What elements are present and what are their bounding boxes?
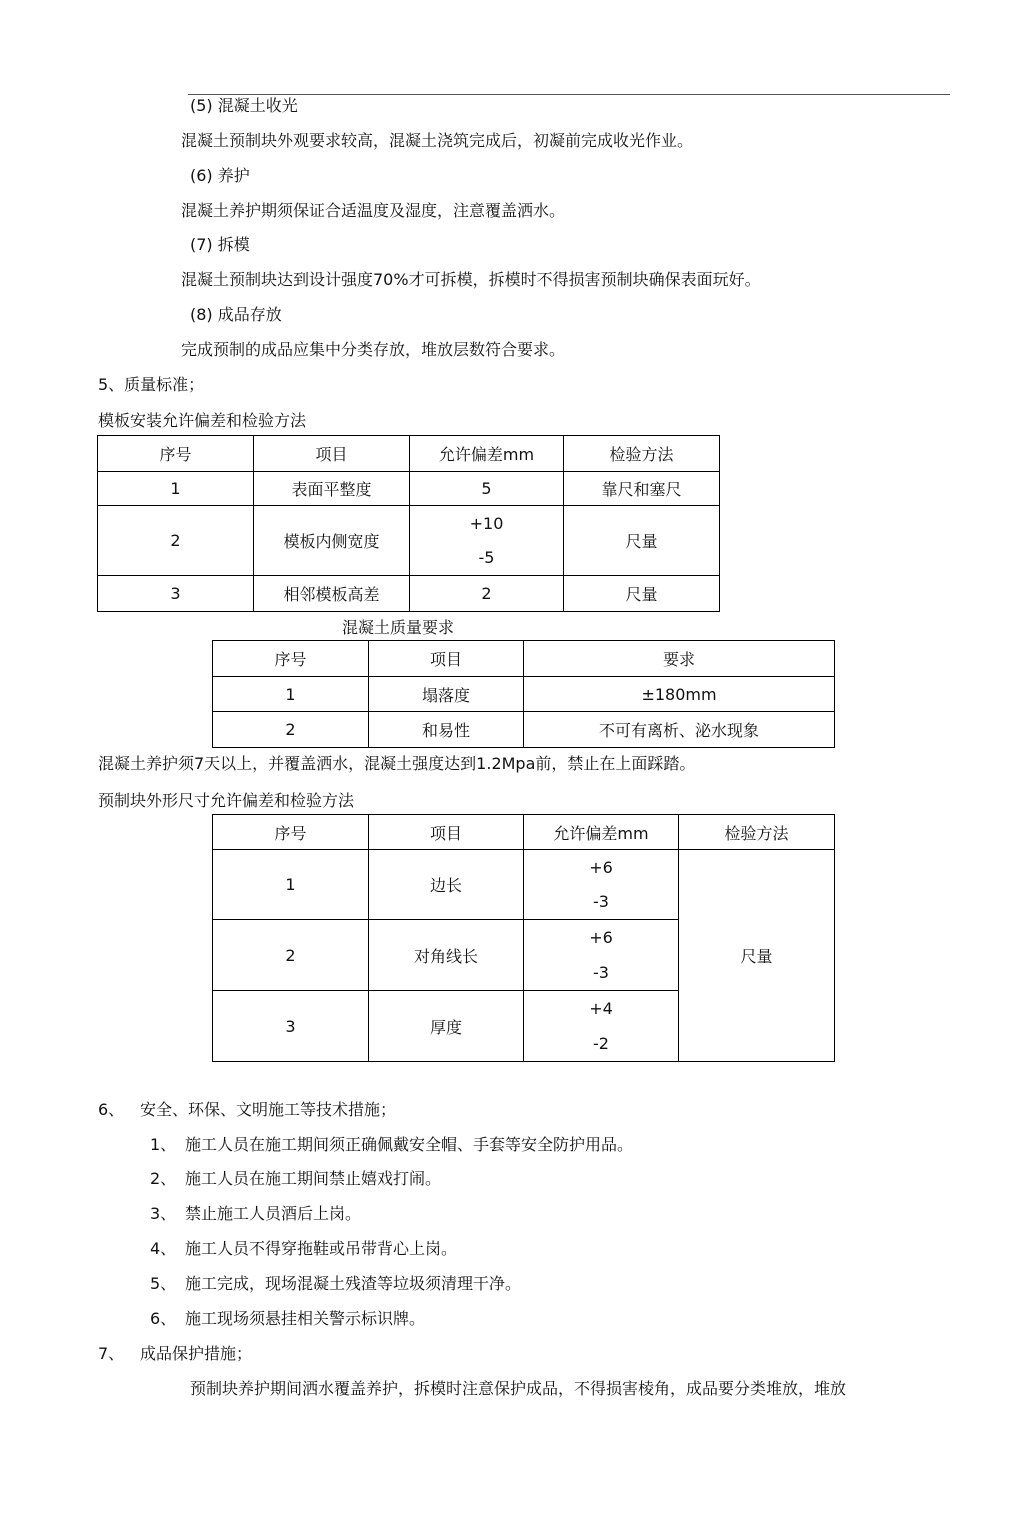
row-tolerance	[524, 920, 679, 991]
subsection-7-body: 混凝土预制块达到设计强度70%才可拆模，拆模时不得损害预制块确保表面玩好。	[181, 270, 761, 289]
list-item: 施工现场须悬挂相关警示标识牌。	[185, 1309, 426, 1328]
row-number: 1	[98, 472, 254, 506]
table-row	[98, 506, 720, 576]
table-row	[213, 850, 835, 920]
list-item: 禁止施工人员酒后上岗。	[185, 1204, 362, 1223]
protection-heading: 成品保护措施；	[140, 1344, 253, 1363]
row-number: 3	[98, 576, 254, 612]
curing-note: 混凝土养护须7天以上，并覆盖洒水，混凝土强度达到1.2Mpa前，禁止在上面踩踏。	[98, 754, 696, 773]
table-header-cell: 序号	[213, 815, 369, 850]
subsection-6-body: 混凝土养护期须保证合适温度及湿度，注意覆盖洒水。	[181, 201, 566, 220]
table-header-cell: 项目	[369, 641, 524, 677]
table-header-row	[98, 436, 720, 472]
protection-body: 预制块养护期间洒水覆盖养护，拆模时注意保护成品，不得损害棱角，成品要分类堆放，堆放	[190, 1379, 847, 1398]
subsection-6-title: (6) 养护	[190, 166, 250, 185]
row-tolerance	[410, 506, 564, 576]
table-header-cell: 序号	[98, 436, 254, 472]
row-tolerance	[524, 991, 679, 1062]
table-header-cell: 检验方法	[564, 436, 720, 472]
table-header-row	[213, 815, 835, 850]
tolerance-upper: +6	[589, 928, 613, 947]
list-item-number: 5、	[150, 1274, 177, 1293]
list-item: 施工人员在施工期间禁止嬉戏打闹。	[185, 1169, 442, 1188]
subsection-8-body: 完成预制的成品应集中分类存放，堆放层数符合要求。	[181, 340, 566, 359]
table2-caption: 混凝土质量要求	[342, 618, 455, 637]
table-header-cell: 项目	[369, 815, 524, 850]
list-item-number: 6、	[150, 1309, 177, 1328]
row-item: 模板内侧宽度	[254, 506, 410, 576]
table-row	[98, 576, 720, 612]
subsection-5-title: (5) 混凝土收光	[190, 96, 298, 115]
table-row	[98, 472, 720, 506]
row-tolerance: 5	[410, 472, 564, 506]
row-number: 2	[98, 506, 254, 576]
row-method: 靠尺和塞尺	[564, 472, 720, 506]
row-item: 表面平整度	[254, 472, 410, 506]
row-method: 尺量	[564, 576, 720, 612]
tolerance-upper: +4	[589, 999, 613, 1018]
table-row	[213, 712, 835, 748]
subsection-5-body: 混凝土预制块外观要求较高，混凝土浇筑完成后，初凝前完成收光作业。	[181, 131, 694, 150]
list-item: 施工完成，现场混凝土残渣等垃圾须清理干净。	[185, 1274, 522, 1293]
row-method: 尺量	[564, 506, 720, 576]
list-item: 施工人员在施工期间须正确佩戴安全帽、手套等安全防护用品。	[185, 1135, 634, 1154]
row-item: 边长	[369, 850, 524, 920]
row-item: 相邻模板高差	[254, 576, 410, 612]
subsection-8-title: (8) 成品存放	[190, 305, 282, 324]
table3-caption: 预制块外形尺寸允许偏差和检验方法	[98, 791, 355, 810]
row-tolerance: 2	[410, 576, 564, 612]
table-header-cell: 项目	[254, 436, 410, 472]
table-header-cell: 检验方法	[679, 815, 835, 850]
list-item-number: 2、	[150, 1169, 177, 1188]
formwork-tolerance-table	[97, 435, 720, 612]
row-tolerance	[524, 850, 679, 920]
row-number: 3	[213, 991, 369, 1062]
list-item: 施工人员不得穿拖鞋或吊带背心上岗。	[185, 1239, 458, 1258]
tolerance-lower: -2	[593, 1034, 609, 1053]
table-header-cell: 允许偏差mm	[524, 815, 679, 850]
row-item: 塌落度	[369, 677, 524, 712]
protection-heading-number: 7、	[98, 1344, 125, 1363]
tolerance-lower: -3	[593, 892, 609, 912]
row-item: 对角线长	[369, 920, 524, 991]
row-number: 1	[213, 677, 369, 712]
list-item-number: 4、	[150, 1239, 177, 1258]
row-method: 尺量	[679, 850, 835, 1062]
tolerance-lower: -5	[478, 548, 495, 568]
table-header-cell: 序号	[213, 641, 369, 677]
row-number: 1	[213, 850, 369, 920]
list-item-number: 3、	[150, 1204, 177, 1223]
row-requirement: 不可有离析、泌水现象	[524, 712, 835, 748]
tolerance-upper: +6	[589, 857, 613, 877]
subsection-7-title: (7) 拆模	[190, 235, 250, 254]
quality-heading: 5、质量标准；	[98, 375, 205, 394]
row-number: 2	[213, 712, 369, 748]
header-rule	[188, 94, 950, 95]
tolerance-upper: +10	[469, 513, 504, 533]
table-header-cell: 要求	[524, 641, 835, 677]
row-requirement: ±180mm	[524, 677, 835, 712]
table-row	[213, 677, 835, 712]
block-dimension-table	[212, 814, 835, 1062]
safety-heading: 安全、环保、文明施工等技术措施；	[140, 1100, 397, 1119]
table-header-cell: 允许偏差mm	[410, 436, 564, 472]
table-header-row	[213, 641, 835, 677]
tolerance-lower: -3	[593, 963, 609, 982]
row-item: 厚度	[369, 991, 524, 1062]
concrete-quality-table	[212, 640, 835, 748]
row-item: 和易性	[369, 712, 524, 748]
table1-caption: 模板安装允许偏差和检验方法	[98, 411, 307, 430]
list-item-number: 1、	[150, 1135, 177, 1154]
safety-heading-number: 6、	[98, 1100, 125, 1119]
row-number: 2	[213, 920, 369, 991]
